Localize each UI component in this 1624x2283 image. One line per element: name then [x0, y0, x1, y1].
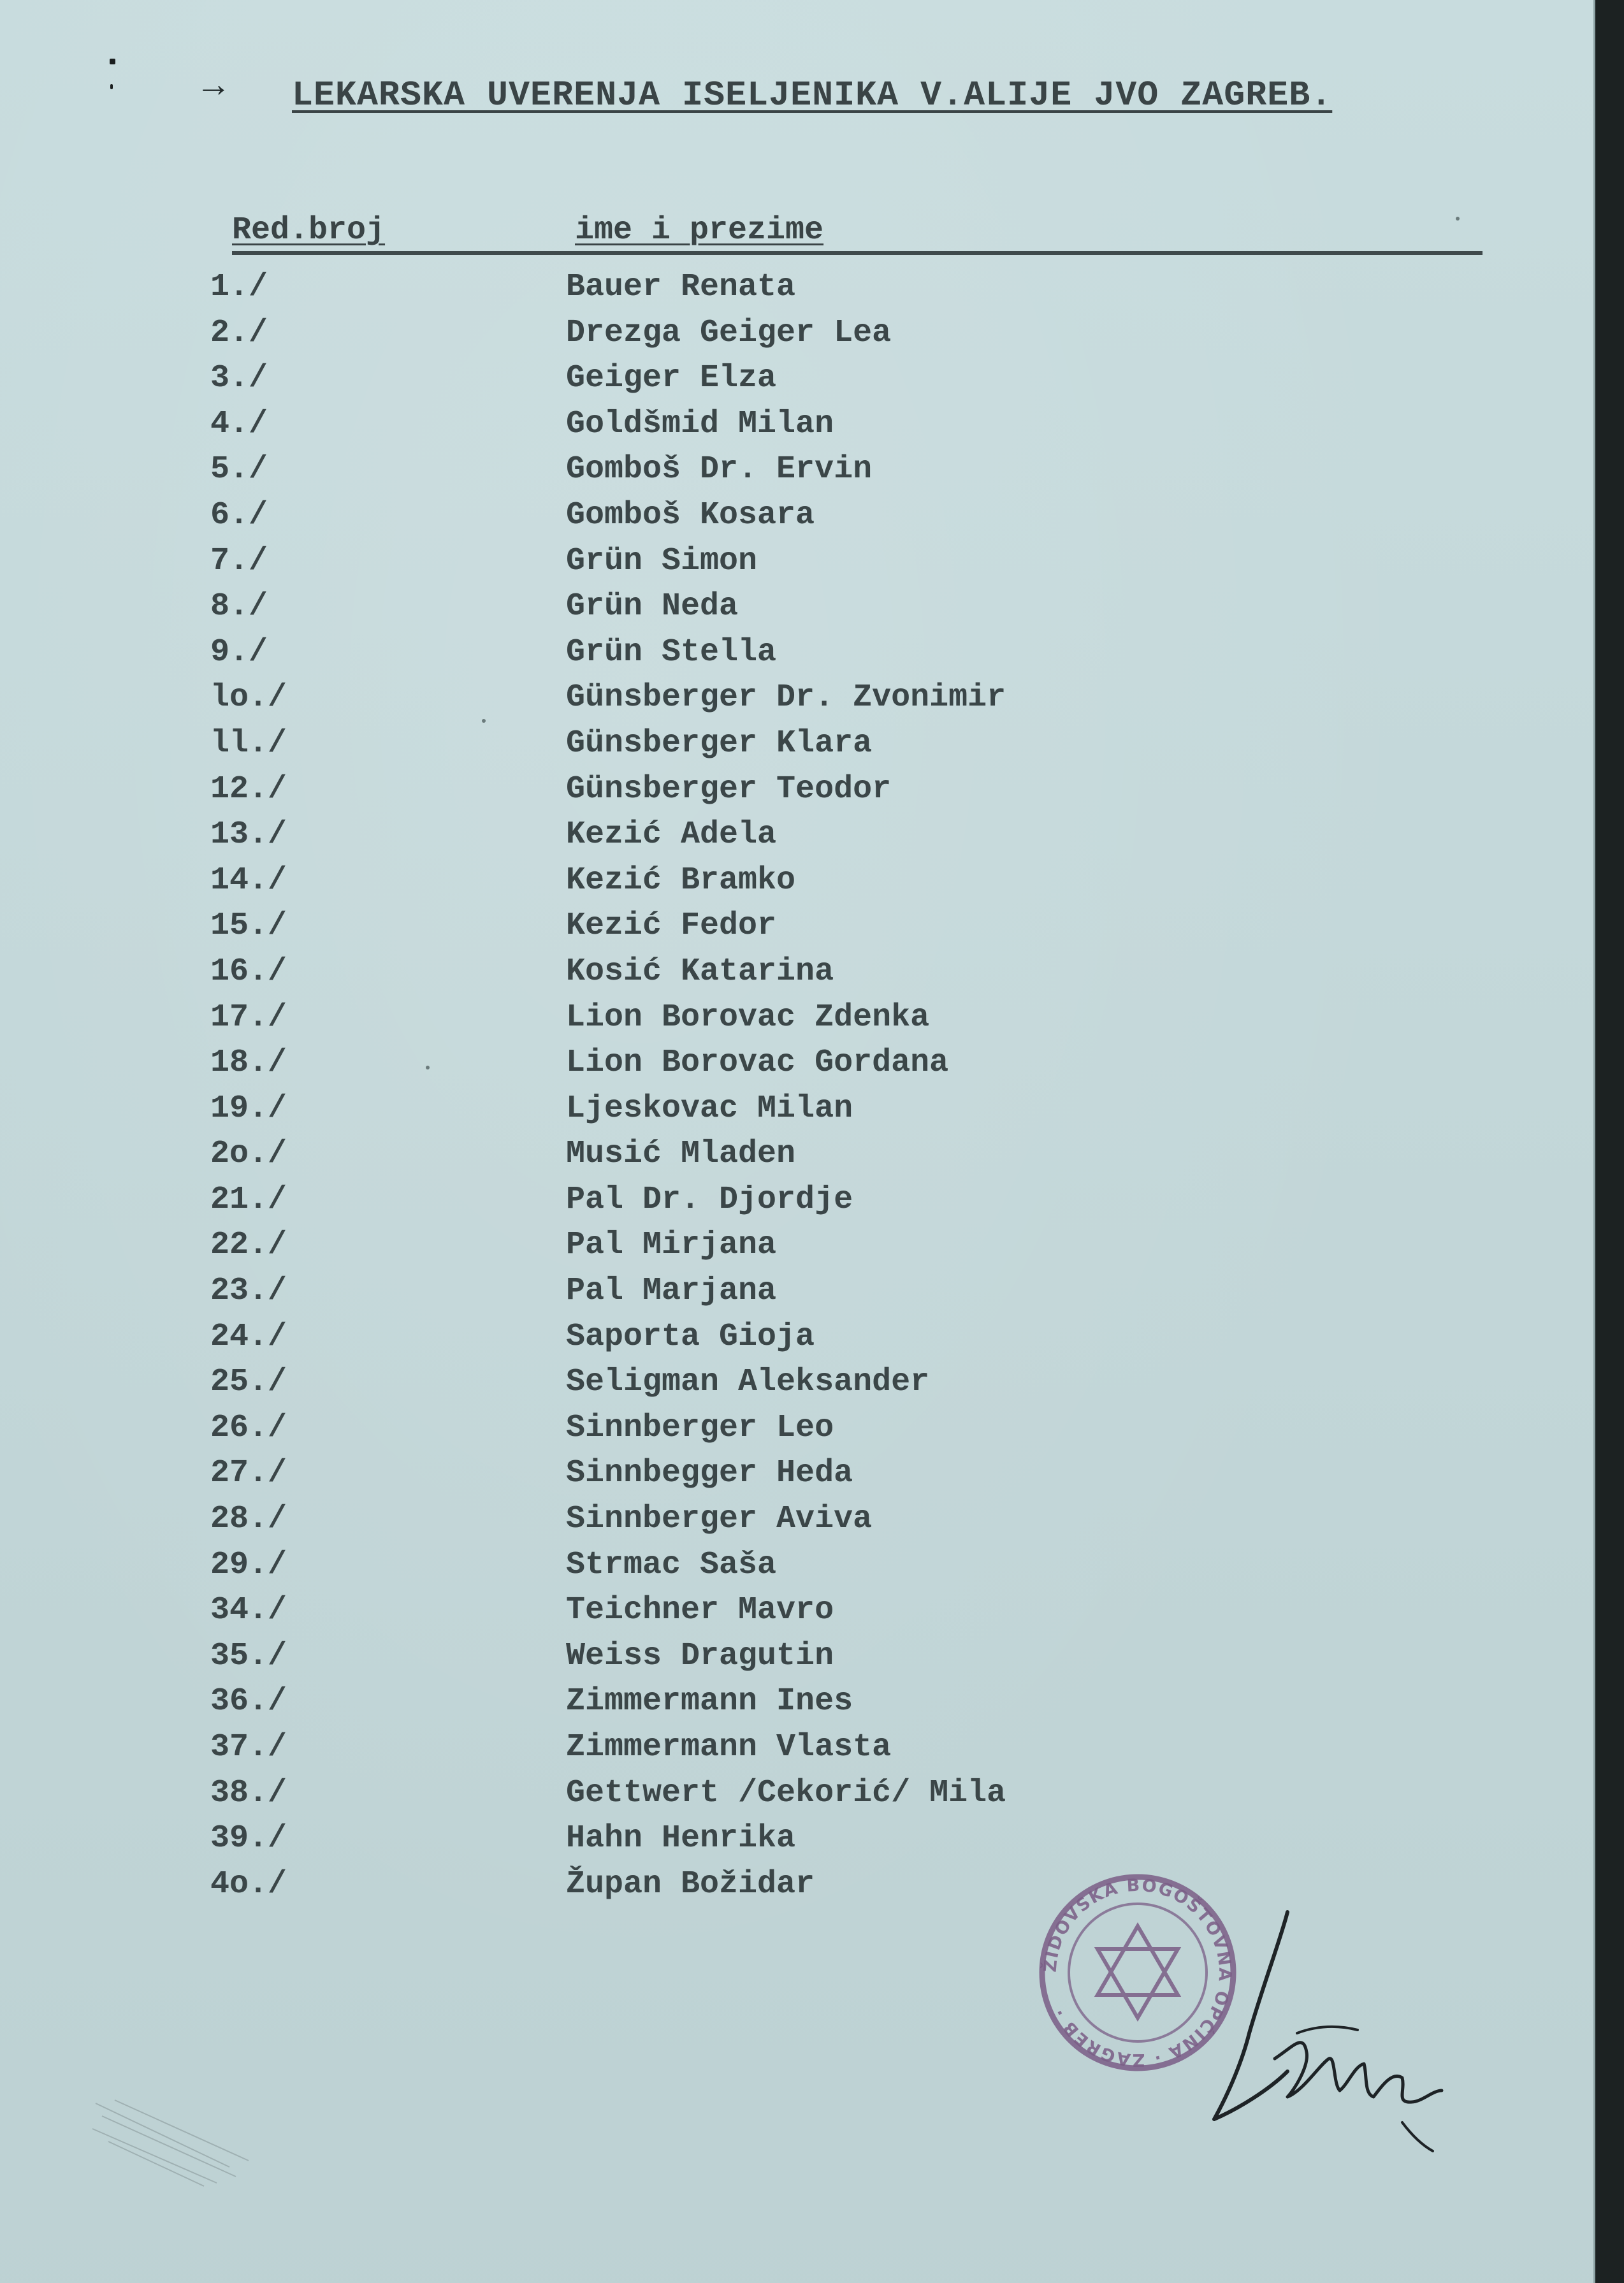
row-name: Gomboš Dr. Ervin	[566, 451, 873, 488]
paper-scuff	[89, 2091, 255, 2192]
list-item	[0, 1683, 1593, 1729]
row-name: Sinnberger Aviva	[566, 1501, 873, 1538]
row-name: Strmac Saša	[566, 1546, 777, 1583]
list-item	[0, 1227, 1593, 1273]
row-name: Kosić Katarina	[566, 953, 834, 990]
row-name: Goldšmid Milan	[566, 405, 834, 442]
tick-mark: →	[203, 66, 224, 107]
list-item	[0, 1319, 1593, 1365]
row-name: Pal Mirjana	[566, 1227, 777, 1264]
row-name: Hahn Henrika	[566, 1820, 796, 1857]
row-name: Saporta Gioja	[566, 1318, 815, 1355]
list-item	[0, 1729, 1593, 1775]
name-list	[0, 269, 1593, 1911]
row-name: Günsberger Teodor	[566, 771, 892, 808]
list-item	[0, 588, 1593, 634]
row-number: 38./	[210, 1774, 287, 1811]
row-number: ll./	[210, 725, 287, 762]
row-number: 27./	[210, 1455, 287, 1492]
row-number: 22./	[210, 1227, 287, 1264]
list-item	[0, 1820, 1593, 1866]
list-item	[0, 816, 1593, 862]
row-number: 26./	[210, 1409, 287, 1446]
row-number: 2./	[210, 314, 268, 351]
list-item	[0, 999, 1593, 1045]
list-item	[0, 406, 1593, 452]
row-name: Grün Simon	[566, 542, 758, 579]
list-item	[0, 269, 1593, 315]
row-number: 5./	[210, 451, 268, 488]
row-number: 4o./	[210, 1866, 287, 1902]
punch-hole-mark	[110, 84, 113, 89]
row-name: Zimmermann Vlasta	[566, 1729, 892, 1765]
row-number: 2o./	[210, 1136, 287, 1173]
ink-speck	[482, 719, 486, 723]
row-number: 15./	[210, 908, 287, 945]
row-name: Seligman Aleksander	[566, 1364, 930, 1401]
row-number: 14./	[210, 862, 287, 899]
list-item	[0, 908, 1593, 953]
row-name: Gettwert /Cekorić/ Mila	[566, 1774, 1006, 1811]
row-number: 37./	[210, 1729, 287, 1765]
list-item	[0, 1182, 1593, 1228]
row-number: 29./	[210, 1546, 287, 1583]
row-name: Pal Dr. Djordje	[566, 1181, 853, 1218]
list-item	[0, 451, 1593, 497]
row-name: Sinnbegger Heda	[566, 1455, 853, 1492]
row-name: Günsberger Dr. Zvonimir	[566, 679, 1006, 716]
row-number: 35./	[210, 1637, 287, 1674]
row-number: 8./	[210, 588, 268, 625]
row-name: Kezić Bramko	[566, 862, 796, 899]
row-name: Gomboš Kosara	[566, 496, 815, 533]
row-number: 3./	[210, 360, 268, 397]
row-name: Drezga Geiger Lea	[566, 314, 892, 351]
list-item	[0, 315, 1593, 361]
row-number: 7./	[210, 542, 268, 579]
star-of-david-icon	[1098, 1926, 1178, 2018]
row-name: Günsberger Klara	[566, 725, 873, 762]
row-number: 25./	[210, 1364, 287, 1401]
list-item	[0, 1091, 1593, 1136]
row-name: Geiger Elza	[566, 360, 777, 397]
list-item	[0, 1592, 1593, 1638]
list-item	[0, 1455, 1593, 1501]
row-name: Sinnberger Leo	[566, 1409, 834, 1446]
row-name: Teichner Mavro	[566, 1592, 834, 1629]
list-item	[0, 953, 1593, 999]
row-number: 23./	[210, 1273, 287, 1310]
row-number: 18./	[210, 1045, 287, 1082]
row-name: Musić Mladen	[566, 1136, 796, 1173]
row-name: Kezić Adela	[566, 816, 777, 853]
punch-hole-mark	[110, 59, 115, 64]
column-header-number: Red.broj	[232, 212, 386, 249]
handwritten-signature	[1192, 1899, 1447, 2154]
row-number: 4./	[210, 405, 268, 442]
stamp-text: ŽIDOVSKA BOGOŠTOVNA OPĆINA · ZAGREB ·	[1040, 1875, 1235, 2070]
ink-speck	[1456, 217, 1460, 221]
list-item	[0, 679, 1593, 725]
row-number: 17./	[210, 999, 287, 1036]
row-number: 19./	[210, 1090, 287, 1127]
row-name: Kezić Fedor	[566, 908, 777, 945]
row-number: 6./	[210, 496, 268, 533]
row-number: 13./	[210, 816, 287, 853]
ink-speck	[426, 1066, 430, 1069]
list-item	[0, 634, 1593, 680]
list-item	[0, 360, 1593, 406]
list-item	[0, 771, 1593, 817]
list-item	[0, 1547, 1593, 1593]
row-name: Župan Božidar	[566, 1866, 815, 1902]
row-number: 36./	[210, 1683, 287, 1720]
list-item	[0, 497, 1593, 543]
row-name: Lion Borovac Zdenka	[566, 999, 930, 1036]
list-item	[0, 1364, 1593, 1410]
list-item	[0, 1501, 1593, 1547]
header-rule	[232, 251, 1483, 255]
list-item	[0, 1775, 1593, 1821]
list-item	[0, 1638, 1593, 1684]
list-item	[0, 1136, 1593, 1182]
row-name: Ljeskovac Milan	[566, 1090, 853, 1127]
row-number: lo./	[210, 679, 287, 716]
row-number: 1./	[210, 269, 268, 305]
document-title: LEKARSKA UVERENJA ISELJENIKA V.ALIJE JVO ZAGREB.	[292, 75, 1333, 115]
row-name: Grün Neda	[566, 588, 739, 625]
row-number: 12./	[210, 771, 287, 808]
list-item	[0, 543, 1593, 589]
row-number: 39./	[210, 1820, 287, 1857]
list-item	[0, 862, 1593, 908]
list-item	[0, 1045, 1593, 1091]
row-number: 34./	[210, 1592, 287, 1629]
row-name: Lion Borovac Gordana	[566, 1045, 949, 1082]
row-name: Weiss Dragutin	[566, 1637, 834, 1674]
row-name: Zimmermann Ines	[566, 1683, 853, 1720]
list-item	[0, 1273, 1593, 1319]
row-number: 16./	[210, 953, 287, 990]
column-header-name: ime i prezime	[575, 212, 824, 249]
row-number: 28./	[210, 1501, 287, 1538]
row-name: Bauer Renata	[566, 269, 796, 305]
list-item	[0, 1410, 1593, 1456]
row-number: 21./	[210, 1181, 287, 1218]
row-name: Grün Stella	[566, 634, 777, 670]
list-item	[0, 725, 1593, 771]
row-number: 9./	[210, 634, 268, 670]
row-number: 24./	[210, 1318, 287, 1355]
row-name: Pal Marjana	[566, 1273, 777, 1310]
